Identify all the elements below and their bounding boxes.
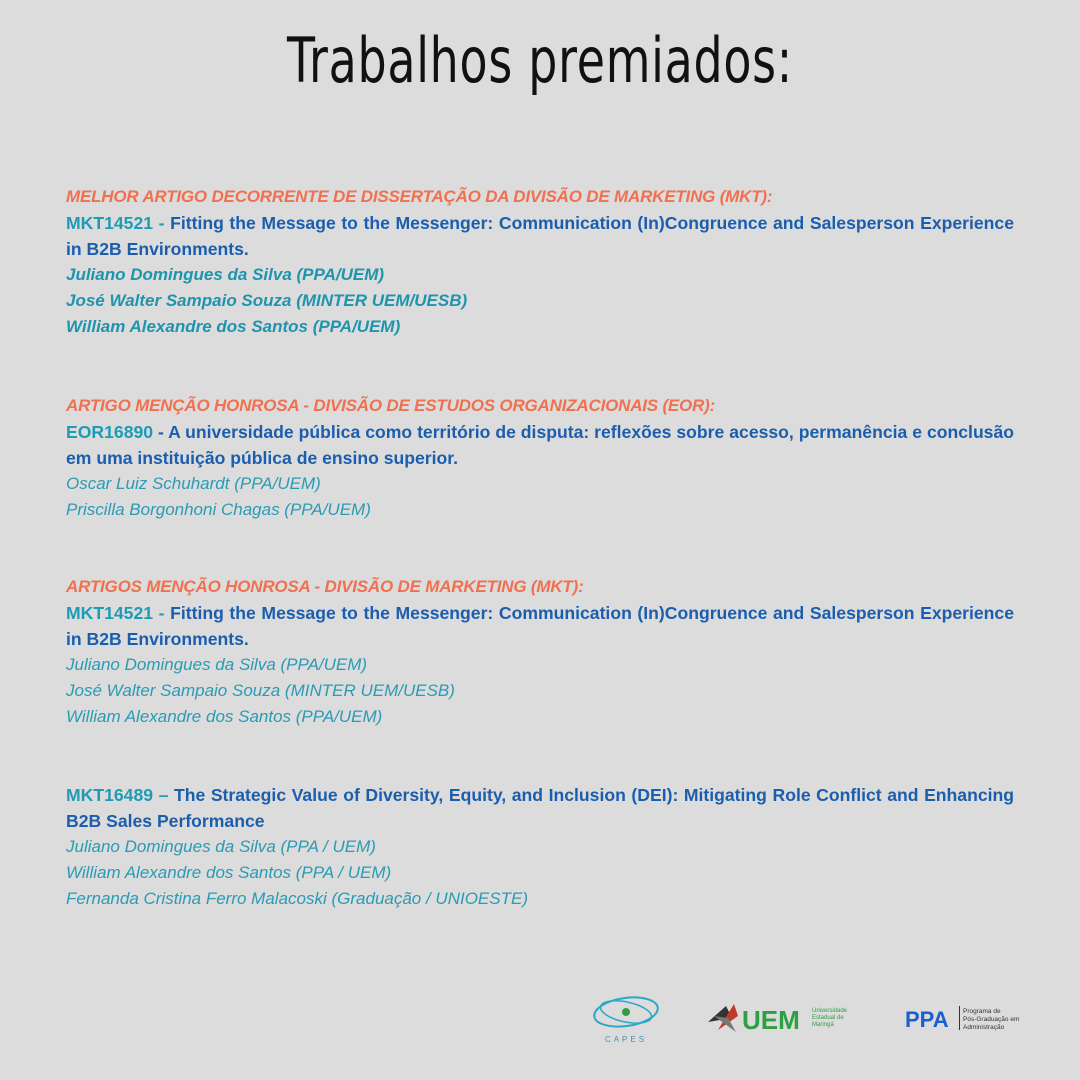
author: Juliano Domingues da Silva (PPA / UEM) [66,837,376,856]
paper-entry [66,782,1014,834]
ppa-abbr: PPA [905,1007,949,1032]
paper-title: Fitting the Message to the Messenger: Communication (In)Congruence and Salesperson Experience in B2B Environments. [66,213,1014,259]
page-title: Trabalhos premiados: [287,24,793,97]
section-heading: ARTIGO MENÇÃO HONROSA - DIVISÃO DE ESTUDOS ORGANIZACIONAIS (EOR): [66,396,716,415]
paper-separator: - [153,213,171,233]
paper-separator: - [153,422,169,442]
uem-logo [704,996,864,1038]
award-section-1 [66,184,1014,340]
paper-entry [66,210,1014,262]
paper-code: MKT14521 [66,603,154,623]
award-section-2 [66,393,1014,523]
uem-abbr: UEM [742,1005,800,1035]
paper-code: MKT14521 [66,213,154,233]
section-heading: MELHOR ARTIGO DECORRENTE DE DISSERTAÇÃO DA DIVISÃO DE MARKETING (MKT): [66,187,773,206]
capes-logo [590,990,662,1046]
author: José Walter Sampaio Souza (MINTER UEM/UESB) [66,681,455,700]
paper-entry [66,419,1014,471]
uem-line3: Maringá [812,1022,834,1028]
author: Priscilla Borgonhoni Chagas (PPA/UEM) [66,500,371,519]
uem-line2: Estadual de [812,1015,844,1021]
author: Fernanda Cristina Ferro Malacoski (Graduação / UNIOESTE) [66,889,528,908]
paper-entry [66,600,1014,652]
ppa-line1: Programa de [963,1008,1001,1015]
award-section-3 [66,574,1014,730]
author: Juliano Domingues da Silva (PPA/UEM) [66,265,385,284]
author: Juliano Domingues da Silva (PPA/UEM) [66,655,368,674]
ppa-logo [905,1002,1045,1034]
author: William Alexandre dos Santos (PPA/UEM) [66,707,383,726]
paper-separator: - [153,603,171,623]
paper-title: The Strategic Value of Diversity, Equity, and Inclusion (DEI): Mitigating Role Conflict and Enhancing B2B Sales Performance [66,785,1015,831]
author: Oscar Luiz Schuhardt (PPA/UEM) [66,474,321,493]
author: José Walter Sampaio Souza (MINTER UEM/UESB) [66,291,468,310]
author: William Alexandre dos Santos (PPA / UEM) [66,863,392,882]
paper-title: Fitting the Message to the Messenger: Communication (In)Congruence and Salesperson Experience in B2B Environments. [66,603,1014,649]
paper-separator: – [153,785,174,805]
ppa-line3: Administração [963,1024,1005,1031]
capes-label: CAPES [604,1035,648,1044]
uem-emblem-icon [708,1004,738,1032]
award-section-4 [66,782,1014,912]
section-heading: ARTIGOS MENÇÃO HONROSA - DIVISÃO DE MARKETING (MKT): [66,577,584,596]
paper-code: EOR16890 [66,422,154,442]
paper-code: MKT16489 [66,785,154,805]
uem-line1: Universidade [812,1008,848,1014]
footer-logos [0,990,1080,1050]
ppa-line2: Pós-Graduação em [963,1016,1020,1023]
author: William Alexandre dos Santos (PPA/UEM) [66,317,401,336]
paper-title: A universidade pública como território de disputa: reflexões sobre acesso, permanência e conclusão em uma instituição pública de ensino superior. [66,422,1015,468]
